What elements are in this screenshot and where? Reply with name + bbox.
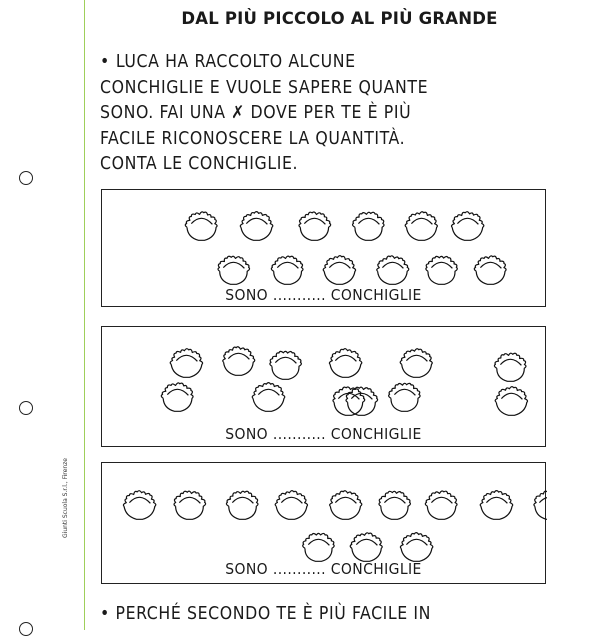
shell-icon [474,256,506,284]
instruction-line: FACILE RICONOSCERE LA QUANTITÀ. [100,128,406,149]
shell-icon [534,491,547,519]
shell-icon [161,383,193,411]
shell-icon [452,212,484,241]
shell-icon [346,387,378,415]
shell-icon [350,533,382,562]
instruction-text [100,50,550,178]
shell-icon [425,491,457,519]
shell-icon [223,347,255,376]
punch-hole-middle [19,401,33,415]
shell-icon [218,256,250,284]
shell-icon [170,349,202,378]
count-label-1: SONO ........... CONCHIGLIE [225,286,422,304]
shell-icon [494,353,526,381]
page-border-line [84,0,85,630]
shell-icon [329,349,361,378]
shell-icon [353,212,385,240]
instruction-line: SONO. FAI UNA ✗ DOVE PER TE È PIÙ [100,103,412,123]
shell-icon [123,491,155,520]
shell-icon [226,491,258,519]
shell-icon [185,212,217,240]
shell-icon [389,383,420,411]
shell-icon [252,383,285,412]
shell-box-1[interactable] [101,189,546,307]
punch-hole-bottom [19,622,33,636]
shell-icon [333,387,365,415]
shell-icon [400,533,432,562]
shell-icon [299,212,331,240]
count-label-2: SONO ........... CONCHIGLIE [225,425,422,443]
count-label-3: SONO ........... CONCHIGLIE [225,560,422,578]
shell-icon [270,351,302,379]
shell-icon [271,256,303,284]
shell-icon [240,212,272,241]
bullet: • [100,604,110,624]
shell-icon [275,491,307,520]
shell-icon [426,256,457,284]
publisher-credit: Giunti Scuola S.r.l., Firenze [62,458,69,538]
page-title: DAL PIÙ PICCOLO AL PIÙ GRANDE [181,9,498,28]
shell-icon [480,491,512,520]
shell-icon [400,349,432,378]
bullet: • [100,52,110,72]
shell-box-3[interactable] [101,462,546,584]
shell-icon [377,256,409,284]
question-text: • PERCHÉ SECONDO TE È PIÙ FACILE IN [100,604,432,624]
shell-icon [303,533,334,561]
shell-icon [330,491,362,520]
instruction-line: • LUCA HA RACCOLTO ALCUNE [100,52,356,72]
punch-hole-top [19,171,33,185]
shell-icon [174,491,206,519]
shell-icon [379,491,410,519]
shell-icon [323,256,355,285]
instruction-line: CONCHIGLIE E VUOLE SAPERE QUANTE [100,77,429,98]
instruction-line: CONTA LE CONCHIGLIE. [100,154,299,174]
shell-icon [405,212,437,241]
shell-icon [495,387,527,416]
shell-box-2[interactable] [101,326,546,447]
